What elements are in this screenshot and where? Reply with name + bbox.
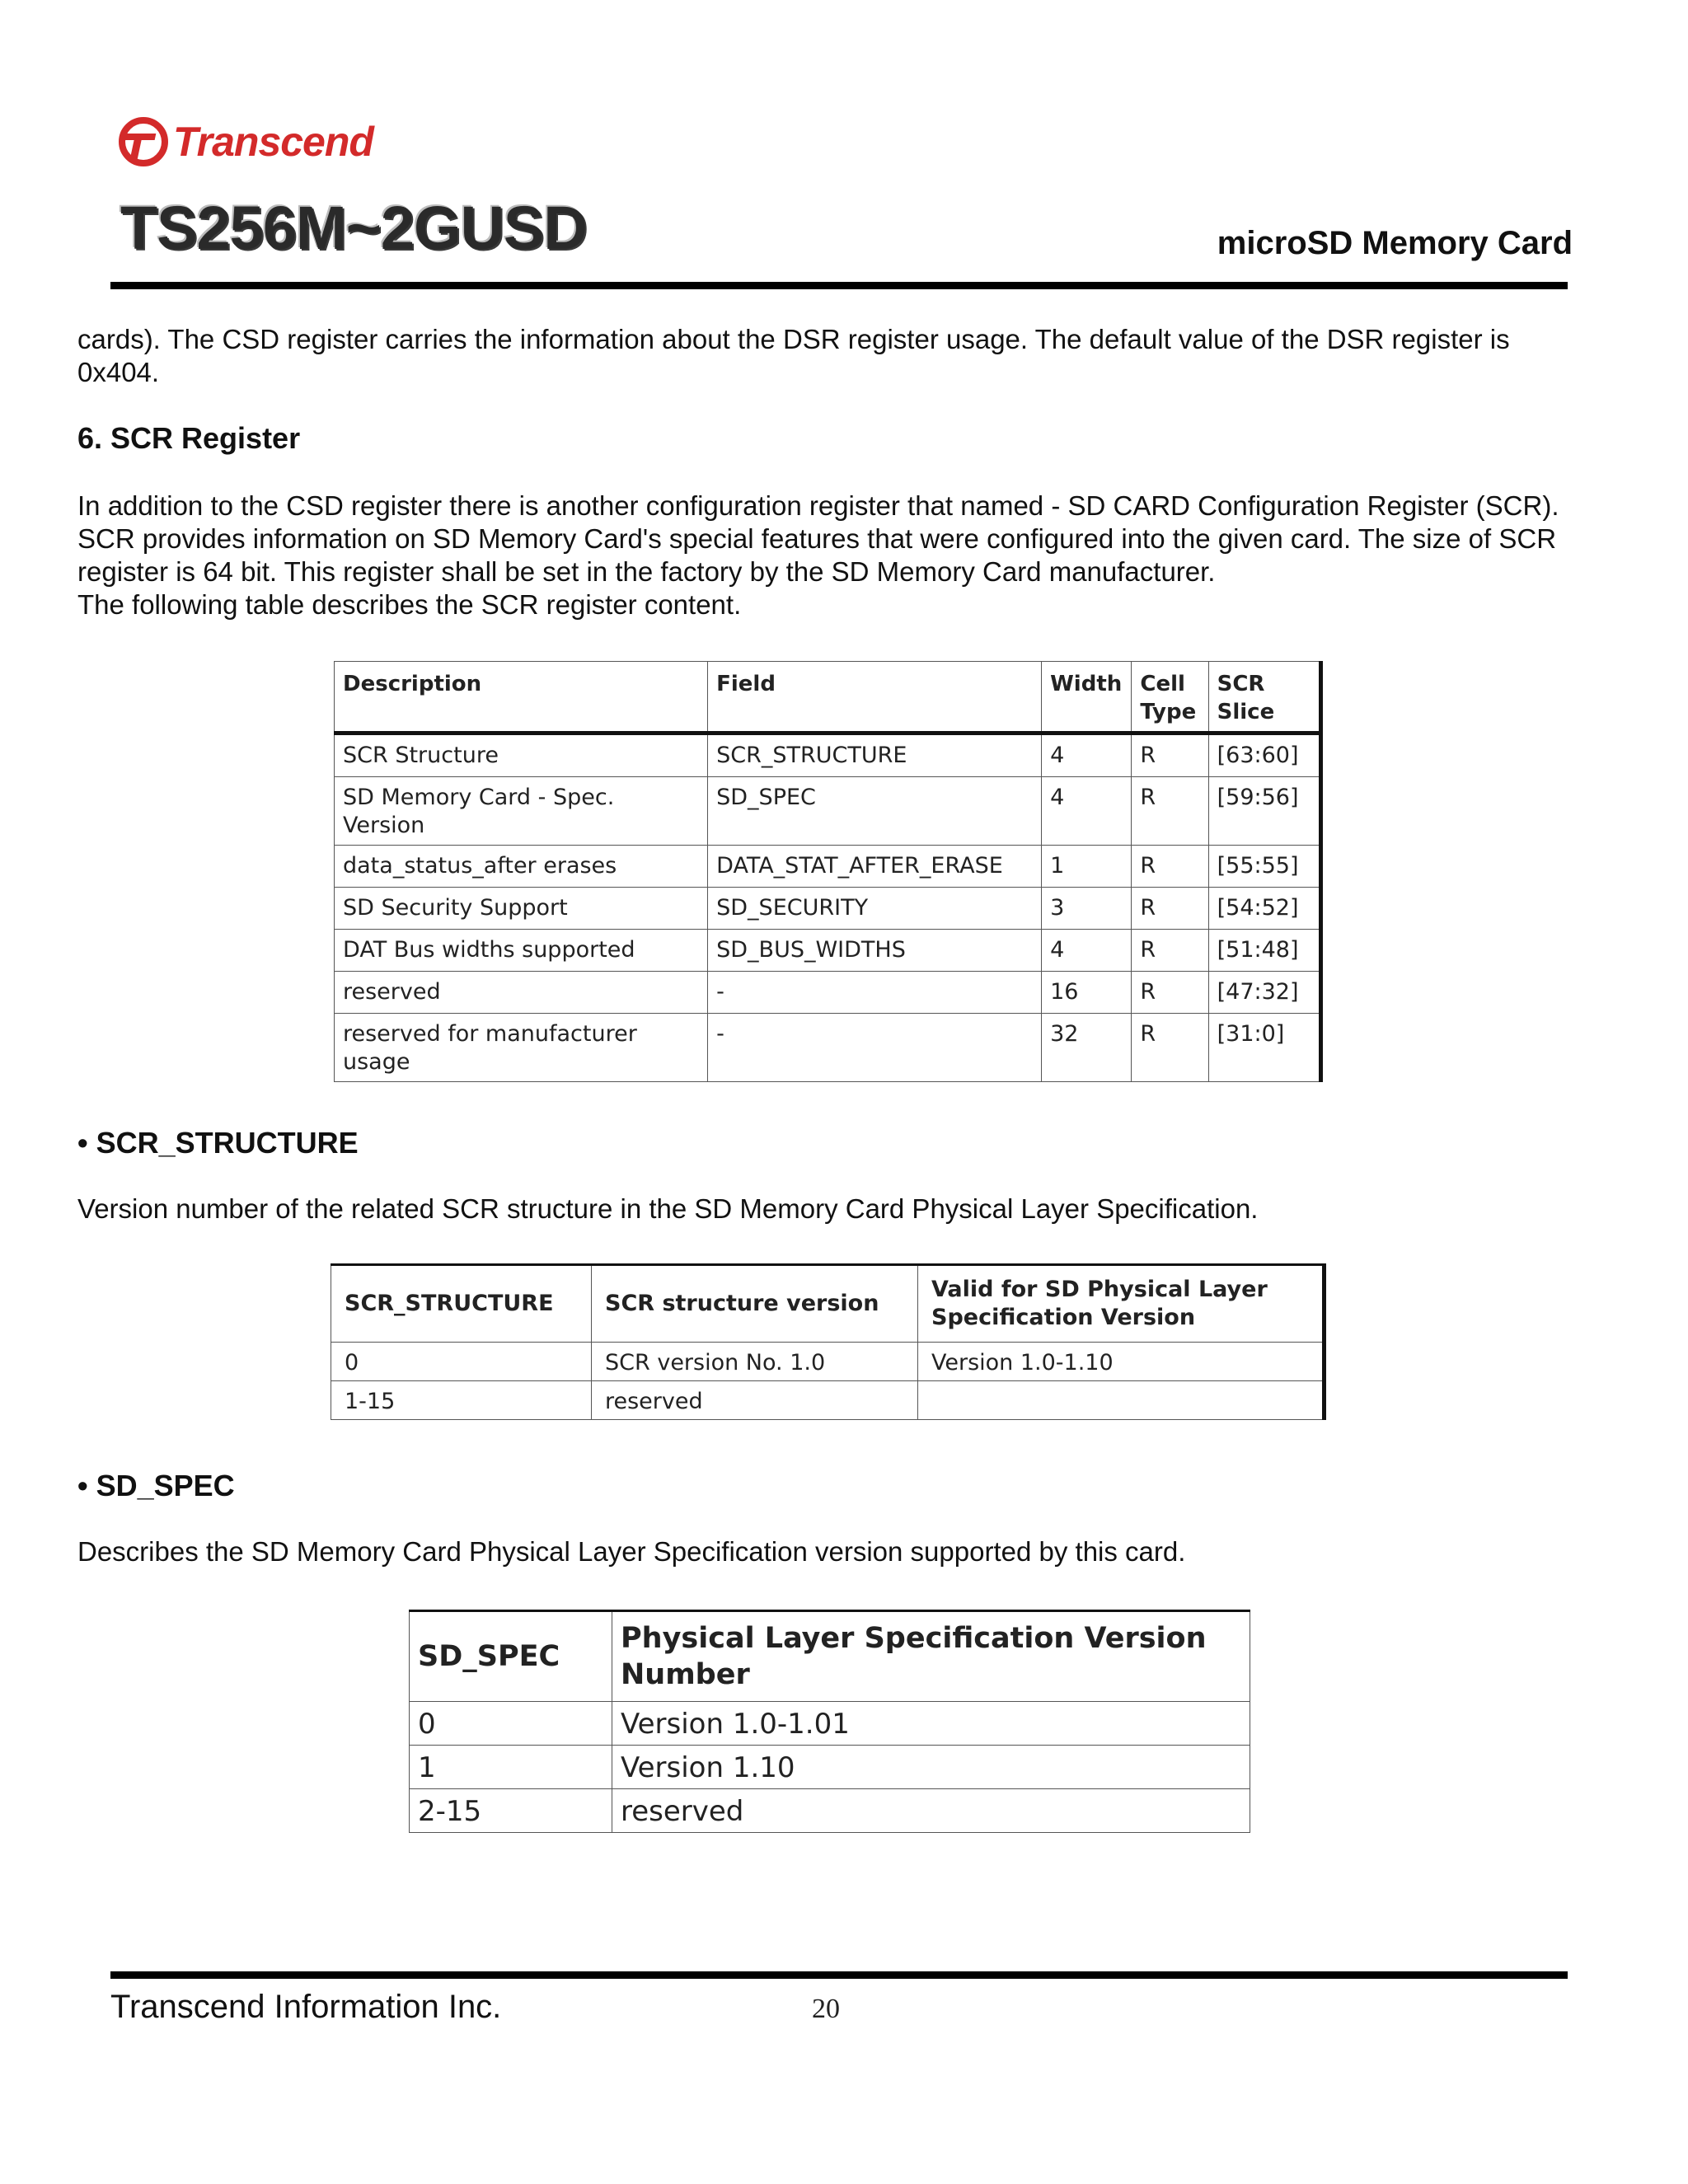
- scr-structure-heading: • SCR_STRUCTURE: [77, 1126, 359, 1160]
- table-cell: reserved: [612, 1789, 1250, 1833]
- table-header-cell: Cell Type: [1132, 662, 1208, 733]
- table-cell: 1: [1042, 846, 1132, 888]
- footer-rule: [110, 1971, 1568, 1979]
- table-header-cell: Valid for SD Physical Layer Specification Version: [918, 1265, 1325, 1343]
- table-cell: R: [1132, 1014, 1208, 1082]
- table-row: [335, 733, 1321, 777]
- table-cell: 4: [1042, 930, 1132, 972]
- document-body: [77, 323, 1586, 1833]
- page-number: 20: [812, 1994, 840, 2024]
- table-cell: data_status_after erases: [335, 846, 708, 888]
- table-cell: reserved: [335, 972, 708, 1014]
- table-cell: [47:32]: [1208, 972, 1320, 1014]
- transcend-logo-icon: [117, 115, 170, 168]
- table-cell: [918, 1381, 1325, 1420]
- table-cell: SD_SPEC: [708, 777, 1042, 846]
- table-cell: R: [1132, 846, 1208, 888]
- header-rule: [110, 282, 1568, 289]
- section-heading: 6. SCR Register: [77, 421, 301, 455]
- table-header-cell: Description: [335, 662, 708, 733]
- table-cell: SD Security Support: [335, 888, 708, 930]
- table-cell: 16: [1042, 972, 1132, 1014]
- table-cell: -: [708, 972, 1042, 1014]
- table-header-cell: SCR_STRUCTURE: [331, 1265, 592, 1343]
- table-cell: R: [1132, 930, 1208, 972]
- table-row: [335, 1014, 1321, 1082]
- table-cell: R: [1132, 972, 1208, 1014]
- table-cell: [31:0]: [1208, 1014, 1320, 1082]
- table-cell: -: [708, 1014, 1042, 1082]
- table-header-row: [410, 1611, 1250, 1702]
- table-header-cell: Physical Layer Specification Version Number: [612, 1611, 1250, 1702]
- table-row: [335, 777, 1321, 846]
- table-header-cell: SCR Slice: [1208, 662, 1320, 733]
- table-header-cell: Field: [708, 662, 1042, 733]
- table-cell: SD_BUS_WIDTHS: [708, 930, 1042, 972]
- table-cell: reserved: [592, 1381, 918, 1420]
- table-row: [331, 1343, 1325, 1381]
- table-cell: 4: [1042, 733, 1132, 777]
- table-row: [410, 1702, 1250, 1746]
- table-cell: SCR_STRUCTURE: [708, 733, 1042, 777]
- table-cell: [59:56]: [1208, 777, 1320, 846]
- table-cell: reserved for manufacturer usage: [335, 1014, 708, 1082]
- table-cell: [54:52]: [1208, 888, 1320, 930]
- product-name: microSD Memory Card: [1217, 225, 1573, 261]
- table-cell: R: [1132, 733, 1208, 777]
- table-header-row: [331, 1265, 1325, 1343]
- table-row: [410, 1746, 1250, 1789]
- brand-name: Transcend: [173, 119, 373, 165]
- table-cell: SD_SECURITY: [708, 888, 1042, 930]
- table-cell: Version 1.0-1.01: [612, 1702, 1250, 1746]
- table-header-row: [335, 662, 1321, 733]
- footer-company: Transcend Information Inc.: [110, 1989, 502, 2025]
- table-cell: [63:60]: [1208, 733, 1320, 777]
- sd-spec-paragraph: Describes the SD Memory Card Physical Layer Specification version supported by this card.: [77, 1536, 1186, 1567]
- section-paragraph: In addition to the CSD register there is another configuration register that named - SD CARD Configuration Register (SCR). SCR provides information on SD Memory Card's special features that were configured into the given card. The size of SCR register is 64 bit. This register shall be set in the factory by the SD Memory Card manufacturer.: [77, 490, 1559, 587]
- table-cell: 0: [331, 1343, 592, 1381]
- table-header-cell: Width: [1042, 662, 1132, 733]
- table-cell: SCR Structure: [335, 733, 708, 777]
- table-cell: Version 1.0-1.10: [918, 1343, 1325, 1381]
- table-cell: Version 1.10: [612, 1746, 1250, 1789]
- table-cell: [51:48]: [1208, 930, 1320, 972]
- scr-structure-table: [331, 1263, 1326, 1420]
- table-cell: 0: [410, 1702, 612, 1746]
- table-cell: 2-15: [410, 1789, 612, 1833]
- sd-spec-table: [409, 1610, 1250, 1833]
- table-cell: R: [1132, 777, 1208, 846]
- table-cell: 32: [1042, 1014, 1132, 1082]
- table-cell: 3: [1042, 888, 1132, 930]
- table-cell: 1-15: [331, 1381, 592, 1420]
- scr-register-table: [334, 661, 1323, 1082]
- intro-paragraph: cards). The CSD register carries the information about the DSR register usage. The default value of the DSR register is 0x404.: [77, 324, 1510, 387]
- table-cell: 1: [410, 1746, 612, 1789]
- brand-logo: [117, 115, 373, 168]
- table-row: [335, 972, 1321, 1014]
- table-cell: SCR version No. 1.0: [592, 1343, 918, 1381]
- table-header-cell: SD_SPEC: [410, 1611, 612, 1702]
- table-cell: SD Memory Card - Spec. Version: [335, 777, 708, 846]
- model-number: TS256M~2GUSD: [120, 194, 587, 262]
- table-row: [331, 1381, 1325, 1420]
- table-row: [410, 1789, 1250, 1833]
- scr-structure-paragraph: Version number of the related SCR structure in the SD Memory Card Physical Layer Specification.: [77, 1193, 1259, 1224]
- section-paragraph-2: The following table describes the SCR register content.: [77, 589, 742, 620]
- table-header-cell: SCR structure version: [592, 1265, 918, 1343]
- table-row: [335, 846, 1321, 888]
- table-row: [335, 930, 1321, 972]
- sd-spec-heading: • SD_SPEC: [77, 1469, 235, 1502]
- table-cell: R: [1132, 888, 1208, 930]
- table-cell: DAT Bus widths supported: [335, 930, 708, 972]
- table-cell: [55:55]: [1208, 846, 1320, 888]
- table-cell: DATA_STAT_AFTER_ERASE: [708, 846, 1042, 888]
- table-row: [335, 888, 1321, 930]
- table-cell: 4: [1042, 777, 1132, 846]
